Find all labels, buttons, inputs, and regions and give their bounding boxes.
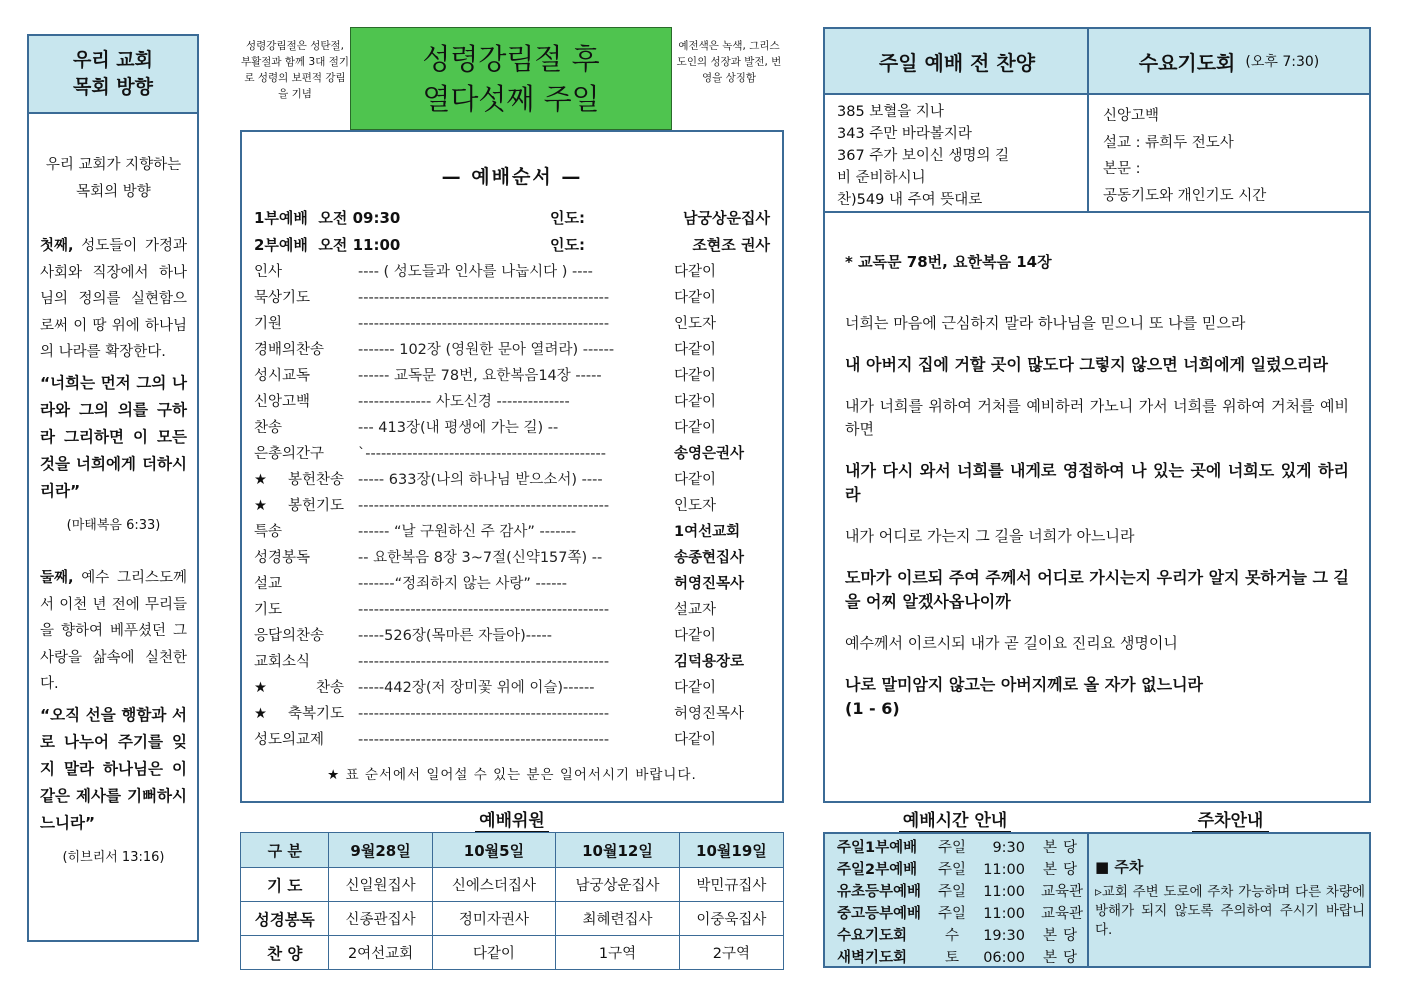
order-item-detail: -----526장(목마른 자들아)----- xyxy=(358,628,552,644)
order-row xyxy=(254,415,770,441)
staff-role: 기 도 xyxy=(241,868,329,902)
order-item-leader: 김덕용장로 xyxy=(674,654,745,670)
staff-row xyxy=(241,902,784,936)
order-item-name: 특송 xyxy=(254,524,283,540)
order-row xyxy=(254,285,770,311)
reading-heading: * 교독문 78번, 요한복음 14장 xyxy=(845,253,1052,271)
order-item-name: 경배의찬송 xyxy=(254,342,325,358)
responsive-reading xyxy=(823,211,1371,803)
order-item-leader: 송영은권사 xyxy=(674,446,745,462)
order-row xyxy=(254,337,770,363)
order-item-detail: ------------------------------------------------ xyxy=(358,602,610,618)
parking-title: 주차안내 xyxy=(1090,806,1371,831)
reading-congregation-line: 도마가 이르되 주여 주께서 어디로 가시는지 우리가 알지 못하거늘 그 길을 어찌 알겠사옵나이까 xyxy=(845,568,1349,611)
staff-name: 이중욱집사 xyxy=(679,902,783,936)
order-item-name: 기원 xyxy=(254,316,283,332)
service-time-row xyxy=(837,903,1083,925)
order-list xyxy=(254,259,770,753)
staff-name: 박민규집사 xyxy=(679,868,783,902)
staff-header-cell: 구 분 xyxy=(241,833,329,868)
order-item-name: ★찬송 xyxy=(254,680,344,696)
title-line1: 성령강림절 후 xyxy=(422,41,600,76)
order-row xyxy=(254,363,770,389)
staff-header-row xyxy=(241,833,784,868)
order-row xyxy=(254,675,770,701)
hymn-line: 385 보혈을 지나 xyxy=(837,104,944,120)
order-item-detail: -- 요한복음 8장 3~7절(신약157쪽) -- xyxy=(358,550,603,566)
wednesday-line: 신앙고백 xyxy=(1103,108,1160,124)
staff-row xyxy=(241,936,784,970)
service-time-day: 주일 xyxy=(937,906,966,922)
parking-text: ▹교회 주변 도로에 주차 가능하며 다른 차량에 방해가 되지 않도록 주의하여 주시기 바랍니다. xyxy=(1095,884,1365,938)
ministry-first xyxy=(40,233,187,366)
ref-matthew: (마태복음 6:33) xyxy=(66,517,161,533)
service-2-leader-label: 인도: xyxy=(550,236,585,254)
service-time-place: 본당 xyxy=(1042,950,1083,966)
order-item-name: ★봉헌기도 xyxy=(254,498,344,514)
order-item-leader: 다같이 xyxy=(674,680,717,696)
ministry-intro: 우리 교회가 지향하는 목회의 방향 xyxy=(45,157,182,200)
order-item-leader: 송종현집사 xyxy=(674,550,745,566)
staff-header-cell: 10월12일 xyxy=(556,833,680,868)
order-item-leader: 다같이 xyxy=(674,342,717,358)
order-item-detail: ------- 102장 (영원한 문아 열려라) ------ xyxy=(358,342,615,358)
service-2 xyxy=(254,232,770,259)
first-text: 성도들이 가정과 사회와 직장에서 하나님의 정의를 실현함으로써 이 땅 위에 하나님의 나라를 확장한다. xyxy=(40,238,187,360)
quote-matthew: “너희는 먼저 그의 나라와 그의 의를 구하라 그리하면 이 모든 것을 너희에게 더하시리라” xyxy=(40,373,187,500)
order-item-detail: -----442장(저 장미꽃 위에 이슬)------ xyxy=(358,680,595,696)
order-of-worship xyxy=(240,130,784,803)
order-item-leader: 다같이 xyxy=(674,264,717,280)
staff-name: 정미자권사 xyxy=(432,902,556,936)
order-item-detail: --- 413장(내 평생에 가는 길) -- xyxy=(358,420,559,436)
staff-name: 신종관집사 xyxy=(329,902,432,936)
ministry-second xyxy=(40,565,187,698)
service-time-time: 19:30 xyxy=(983,928,1025,944)
order-item-leader: 다같이 xyxy=(674,732,717,748)
order-item-name: ★축복기도 xyxy=(254,706,344,722)
order-row xyxy=(254,623,770,649)
order-item-name: 묵상기도 xyxy=(254,290,311,306)
wednesday-prayer-details xyxy=(1087,93,1371,213)
service-time-name: 주일1부예배 xyxy=(837,840,918,856)
staff-header-cell: 9월28일 xyxy=(329,833,432,868)
service-times-title: 예배시간 안내 xyxy=(823,806,1087,831)
order-item-leader: 다같이 xyxy=(674,472,717,488)
order-row xyxy=(254,441,770,467)
order-item-name: ★봉헌찬송 xyxy=(254,472,344,488)
order-row xyxy=(254,389,770,415)
ministry-direction-header xyxy=(27,34,199,114)
order-footnote: ★ 표 순서에서 일어설 수 있는 분은 일어서시기 바랍니다. xyxy=(327,767,697,783)
pentecost-note: 성령강림절은 성탄절, 부활절과 함께 3대 절기로 성령의 보편적 강림을 기념 xyxy=(241,40,349,100)
service-time-row xyxy=(837,925,1083,947)
parking-info xyxy=(1087,832,1371,968)
service-time-place: 본당 xyxy=(1042,840,1083,856)
wednesday-line: 본문 : xyxy=(1103,161,1141,177)
order-item-name: 인사 xyxy=(254,264,283,280)
order-row xyxy=(254,571,770,597)
order-title: — 예배순서 — xyxy=(441,166,583,188)
order-item-detail: ------------------------------------------------ xyxy=(358,316,610,332)
order-item-name: 교회소식 xyxy=(254,654,311,670)
order-item-leader: 인도자 xyxy=(674,316,717,332)
ministry-heading-line2: 목회 방향 xyxy=(72,76,154,98)
quote-hebrews: “오직 선을 행함과 서로 나누어 주기를 잊지 말라 하나님은 이 같은 제사를 기뻐하시느니라” xyxy=(40,705,187,832)
order-row xyxy=(254,727,770,753)
service-time-place: 본당 xyxy=(1042,862,1083,878)
staff-header-cell: 10월19일 xyxy=(679,833,783,868)
order-item-leader: 1여선교회 xyxy=(674,524,741,540)
service-1-leader-label: 인도: xyxy=(550,209,585,227)
service-1-time: 1부예배 오전 09:30 xyxy=(254,209,401,227)
service-time-row xyxy=(837,881,1083,903)
staff-role: 찬 양 xyxy=(241,936,329,970)
order-item-leader: 다같이 xyxy=(674,394,717,410)
staff-name: 2구역 xyxy=(679,936,783,970)
pre-service-hymns-header: 주일 예배 전 찬양 xyxy=(823,27,1089,95)
parking-head: ■ 주차 xyxy=(1095,858,1144,876)
order-row xyxy=(254,701,770,727)
order-item-detail: ------------------------------------------------ xyxy=(358,706,610,722)
order-item-name: 설교 xyxy=(254,576,283,592)
pre-service-hymns-list xyxy=(823,93,1089,213)
order-item-detail: ------------------------------------------------ xyxy=(358,498,610,514)
service-time-row xyxy=(837,837,1083,859)
reading-congregation-line: 내 아버지 집에 거할 곳이 많도다 그렇지 않으면 너희에게 일렀으리라 xyxy=(845,355,1328,374)
staff-name: 남궁상운집사 xyxy=(556,868,680,902)
order-item-leader: 설교자 xyxy=(674,602,717,618)
hymn-line: 찬)549 내 주여 뜻대로 xyxy=(837,192,983,208)
order-item-leader: 다같이 xyxy=(674,368,717,384)
service-time-day: 수 xyxy=(944,928,959,944)
ministry-heading-line1: 우리 교회 xyxy=(72,49,154,71)
order-item-name: 성시교독 xyxy=(254,368,311,384)
service-time-day: 주일 xyxy=(937,840,966,856)
order-item-name: 기도 xyxy=(254,602,283,618)
service-time-time: 11:00 xyxy=(983,862,1025,878)
wednesday-time: (오후 7:30) xyxy=(1245,54,1320,70)
reading-leader-line: 예수께서 이르시되 내가 곧 길이요 진리요 생명이니 xyxy=(845,634,1178,652)
order-item-detail: ------ 교독문 78번, 요한복음14장 ----- xyxy=(358,368,602,384)
service-2-time: 2부예배 오전 11:00 xyxy=(254,236,401,254)
service-2-leader: 조현조 권사 xyxy=(692,236,770,254)
hymn-line: 367 주가 보이신 생명의 길 xyxy=(837,148,1010,164)
order-item-detail: ------ “날 구원하신 주 감사” ------- xyxy=(358,524,577,540)
order-item-detail: -------“정죄하지 않는 사랑” ------ xyxy=(358,576,567,592)
service-time-name: 중고등부예배 xyxy=(837,906,922,922)
order-item-detail: -------------- 사도신경 -------------- xyxy=(358,394,570,410)
order-row xyxy=(254,311,770,337)
order-item-name: 성경봉독 xyxy=(254,550,311,566)
second-text: 예수 그리스도께서 이천 년 전에 무리들을 향하여 베푸셨던 그 사랑을 삶속에 실천한다. xyxy=(40,570,187,692)
order-row xyxy=(254,597,770,623)
service-time-day: 토 xyxy=(944,950,959,966)
staff-header-cell: 10월5일 xyxy=(432,833,556,868)
service-time-row xyxy=(837,859,1083,881)
order-item-detail: `---------------------------------------------- xyxy=(358,446,606,462)
service-time-name: 새벽기도회 xyxy=(837,950,908,966)
order-item-name: 은총의간구 xyxy=(254,446,325,462)
order-item-leader: 허영진목사 xyxy=(674,576,745,592)
reading-congregation-line: 나로 말미암지 않고는 아버지께로 올 자가 없느니라 xyxy=(845,675,1203,694)
wednesday-title: 수요기도회 xyxy=(1138,50,1236,75)
service-time-time: 11:00 xyxy=(983,884,1025,900)
service-1-leader: 남궁상운집사 xyxy=(683,209,770,227)
order-row xyxy=(254,467,770,493)
reading-leader-line: 너희는 마음에 근심하지 말라 하나님을 믿으니 또 나를 믿으라 xyxy=(845,314,1246,332)
service-time-place: 교육관 xyxy=(1040,884,1083,900)
order-item-detail: ------------------------------------------------ xyxy=(358,732,610,748)
ministry-direction-body xyxy=(27,112,199,942)
staff-table xyxy=(240,832,784,970)
order-item-name: 신앙고백 xyxy=(254,394,311,410)
order-item-name: 응답의찬송 xyxy=(254,628,325,644)
service-time-name: 수요기도회 xyxy=(837,928,908,944)
wednesday-prayer-header xyxy=(1087,27,1371,95)
order-item-detail: ------------------------------------------------ xyxy=(358,290,610,306)
hymn-line: 343 주만 바라볼지라 xyxy=(837,126,972,142)
staff-name: 다같이 xyxy=(432,936,556,970)
reading-leader-line: 내가 어디로 가는지 그 길을 너희가 아느니라 xyxy=(845,527,1135,545)
service-time-time: 11:00 xyxy=(983,906,1025,922)
title-line2: 열다섯째 주일 xyxy=(422,81,600,116)
order-item-name: 찬송 xyxy=(254,420,283,436)
order-item-detail: ----- 633장(나의 하나님 받으소서) ---- xyxy=(358,472,603,488)
order-row xyxy=(254,545,770,571)
order-item-leader: 다같이 xyxy=(674,628,717,644)
sunday-title xyxy=(350,27,672,130)
order-item-detail: ---- ( 성도들과 인사를 나눕시다 ) ---- xyxy=(358,264,593,280)
service-time-time: 9:30 xyxy=(992,840,1025,856)
service-time-name: 주일2부예배 xyxy=(837,862,918,878)
staff-role: 성경봉독 xyxy=(241,902,329,936)
service-time-day: 주일 xyxy=(937,862,966,878)
service-time-place: 교육관 xyxy=(1040,906,1083,922)
wednesday-line: 설교 : 류희두 전도사 xyxy=(1103,134,1234,151)
service-time-day: 주일 xyxy=(937,884,966,900)
hymn-line: 비 준비하시니 xyxy=(837,170,926,186)
second-label: 둘째, xyxy=(40,570,74,586)
wednesday-line: 공동기도와 개인기도 시간 xyxy=(1103,187,1267,204)
order-item-name: 성도의교제 xyxy=(254,732,325,748)
reading-congregation-line: 내가 다시 와서 너희를 내게로 영접하여 나 있는 곳에 너희도 있게 하리라 xyxy=(845,461,1349,504)
order-row xyxy=(254,493,770,519)
order-item-detail: ------------------------------------------------ xyxy=(358,654,610,670)
staff-name: 신에스더집사 xyxy=(432,868,556,902)
order-row xyxy=(254,519,770,545)
staff-name: 최혜련집사 xyxy=(556,902,680,936)
reading-range: (1 - 6) xyxy=(845,699,900,718)
staff-name: 신일원집사 xyxy=(329,868,432,902)
order-row xyxy=(254,259,770,285)
service-times xyxy=(823,832,1089,968)
staff-row xyxy=(241,868,784,902)
staff-title: 예배위원 xyxy=(240,806,784,831)
order-item-leader: 다같이 xyxy=(674,420,717,436)
service-1 xyxy=(254,205,770,232)
service-time-name: 유초등부예배 xyxy=(837,884,922,900)
order-item-leader: 인도자 xyxy=(674,498,717,514)
service-time-row xyxy=(837,947,1083,969)
ref-hebrews: (히브리서 13:16) xyxy=(62,849,165,865)
service-time-time: 06:00 xyxy=(983,950,1025,966)
order-row xyxy=(254,649,770,675)
order-item-leader: 다같이 xyxy=(674,290,717,306)
first-label: 첫째, xyxy=(40,238,74,254)
liturgical-color-note: 예전색은 녹색, 그리스도인의 성장과 발전, 번영을 상징함 xyxy=(676,40,782,84)
staff-name: 1구역 xyxy=(556,936,680,970)
reading-leader-line: 내가 너희를 위하여 거처를 예비하러 가노니 가서 너희를 위하여 거처를 예비하면 xyxy=(845,397,1349,438)
order-item-leader: 허영진목사 xyxy=(674,706,745,722)
service-time-place: 본당 xyxy=(1042,928,1083,944)
staff-name: 2여선교회 xyxy=(329,936,432,970)
